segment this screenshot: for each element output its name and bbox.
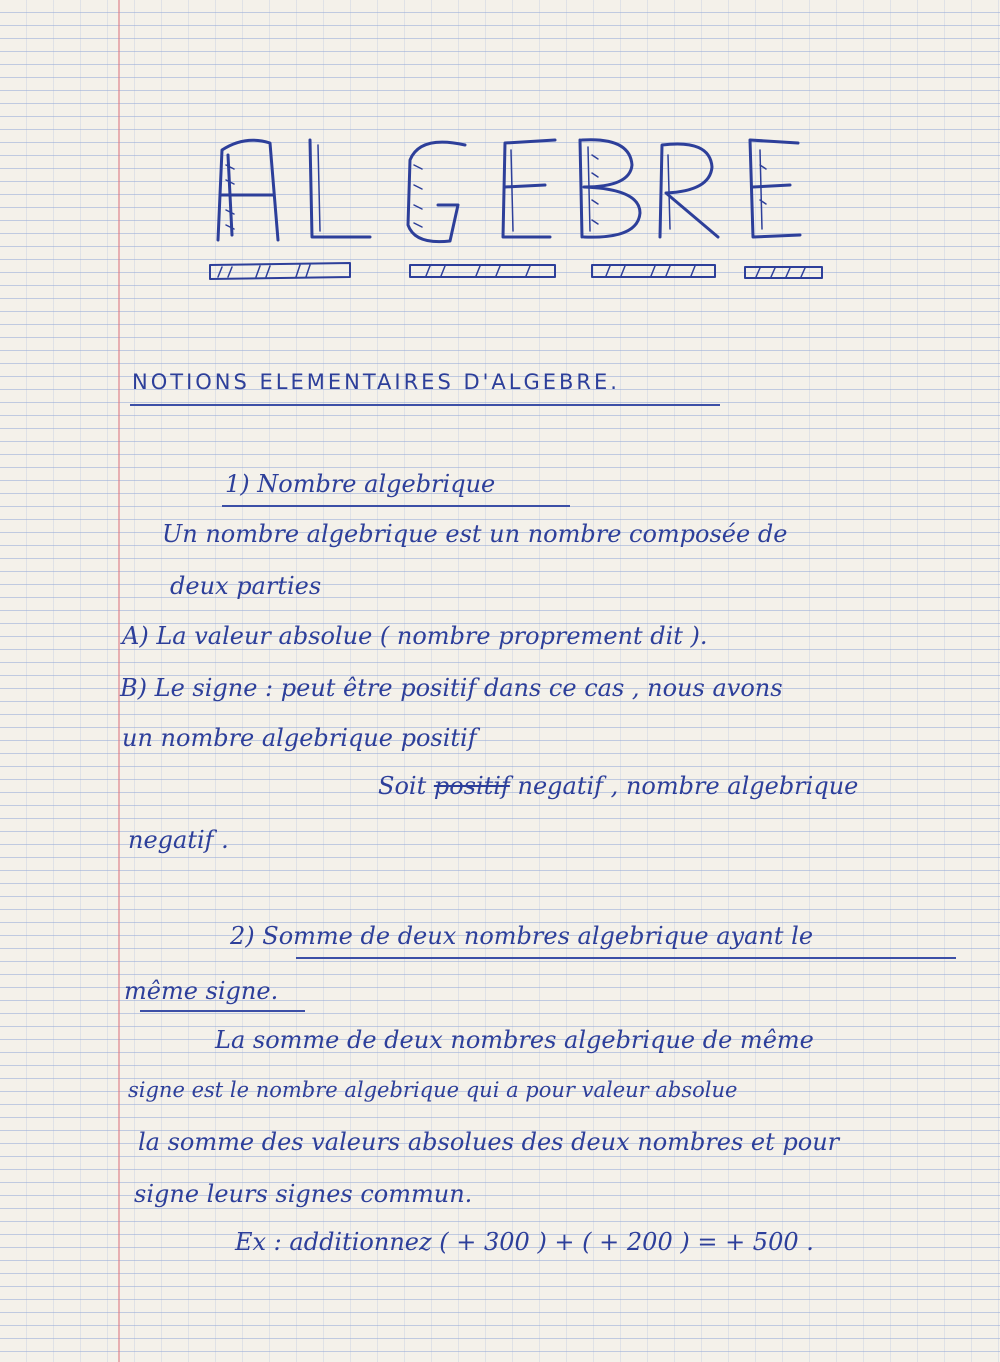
section2-title-line2: même signe.: [124, 977, 279, 1005]
heading-underline: [130, 404, 720, 406]
section2-line3: la somme des valeurs absolues des deux nombres et pour: [138, 1128, 840, 1156]
section1-underline: [222, 505, 570, 507]
struck-word: positif: [433, 772, 510, 800]
section2-line1: La somme de deux nombres algebrique de même: [215, 1026, 814, 1054]
soit-word: Soit: [378, 772, 427, 800]
section2-title-line1: 2) Somme de deux nombres algebrique ayant le: [230, 922, 814, 950]
section1-item-b-line3: [378, 772, 858, 800]
section1-item-b-line2: un nombre algebrique positif: [122, 724, 477, 752]
section2-line2: signe est le nombre algebrique qui a pour valeur absolue: [128, 1078, 738, 1102]
section1-line2: deux parties: [170, 572, 322, 600]
example-line: Ex : additionnez ( + 300 ) + ( + 200 ) = + 500 .: [235, 1228, 814, 1256]
section1-item-b-line1: B) Le signe : peut être positif dans ce cas , nous avons: [120, 674, 783, 702]
algebre-title-drawing: [200, 125, 840, 290]
section2-line4: signe leurs signes commun.: [134, 1180, 473, 1208]
section1-item-a: A) La valeur absolue ( nombre proprement dit ).: [122, 622, 708, 650]
negatif-phrase: negatif , nombre algebrique: [517, 772, 859, 800]
page-heading: NOTIONS ELEMENTAIRES D'ALGEBRE.: [132, 370, 620, 394]
section2-underline1: [296, 957, 956, 959]
section1-item-b-line4: negatif .: [128, 826, 229, 854]
section1-title: 1) Nombre algebrique: [225, 470, 496, 498]
section2-underline2: [140, 1010, 305, 1012]
section1-line1: Un nombre algebrique est un nombre composée de: [162, 520, 788, 548]
